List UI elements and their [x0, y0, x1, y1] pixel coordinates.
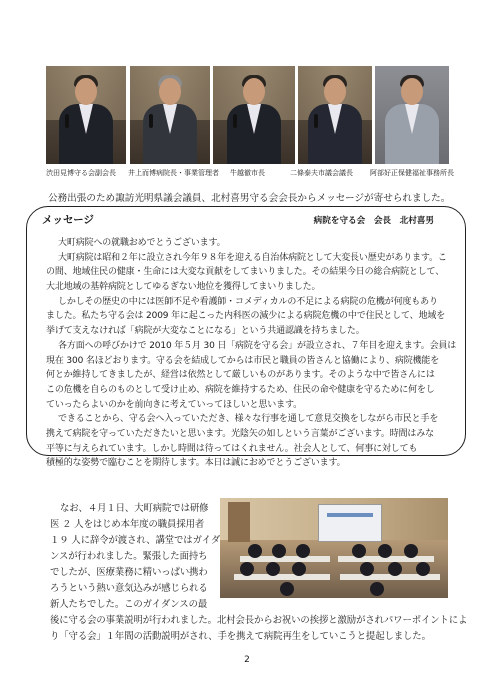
report-line: なお、４月１日、大町病院では研修: [60, 503, 209, 514]
message-line: この危機を自らのものとして受け止め、病院を維持するため、住民の命や健康を守るために何をし: [46, 385, 435, 395]
message-line: 挙げて支えなければ「病院が大変なことになる」という共通認識を持ちました。: [46, 326, 365, 336]
guidance-hall-photo: [220, 498, 448, 598]
report-line: り「守る会」１年間の活動説明がされ、手を携えて病院再生をしていこうと提起しました。: [50, 631, 431, 642]
photo-nijo: [298, 66, 372, 164]
message-line: 何とか維持してきましたが、経営は依然として厳しいものがあります。そのような中で皆さんには: [46, 370, 435, 380]
photo-caption: 渋田見博守る会副会長: [46, 169, 116, 177]
report-line: 新人たちでした。このガイダンスの最: [50, 599, 208, 610]
report-line: ンスが行われました。緊張した面持ち: [50, 551, 208, 562]
report-line: １９ 人に辞令が渡され、講堂ではガイダ: [50, 535, 221, 546]
photo-inoue: [130, 66, 210, 164]
message-line: の間、地域住民の健康・生命には大変な貢献をしてまいりました。その結果今日の総合病院として、: [46, 267, 445, 277]
message-line: ました。私たち守る会は 2009 年に起こった内科医の減少による病院危機の中で住民として、地域を: [46, 311, 446, 321]
message-title: メッセージ: [42, 214, 94, 226]
message-line: 平等に与えられています。しかし時間は待ってはくれません。社会人として、何事に対しても: [46, 444, 418, 454]
intro-text: 公務出張のため諏訪光明県議会議員、北村喜男守る会会長からメッセージが寄せられました。: [48, 193, 451, 204]
photo-caption: 阿部好正保健福祉事務所長: [370, 169, 454, 177]
report-line: でしたが、医療業務に精いっぱい携わ: [50, 567, 208, 578]
message-line: 現在 300 名ほどおります。守る会を結成してからは市民と職員の皆さんと協働により、病院機能を: [46, 356, 440, 366]
photo-caption: 井上而博病院長・事業管理者: [128, 169, 219, 177]
message-author: 病院を守る会 会長 北村喜男: [313, 216, 434, 226]
page-number: 2: [244, 655, 250, 665]
message-line: 携えて病院を守っていただきたいと思います。光陰矢の如しという言葉がございます。時間はみな: [46, 429, 434, 439]
report-line: ろうという熱い意気込みが感じられる: [50, 583, 208, 594]
message-line: ていったらよいのかを前向きに考えていってほしいと思います。: [46, 400, 302, 410]
photo-caption: 二條泰夫市議会議長: [290, 169, 353, 177]
photo-shibutami: [46, 66, 126, 164]
message-line: 大町病院は昭和２年に設立され今年９８年を迎える自治体病院として大変長い歴史があります。こ: [58, 253, 447, 263]
report-line: 医 ２ 人をはじめ本年度の職員採用者: [50, 519, 205, 530]
message-line: できることから、守る会へ入っていただき、様々な行事を通して意見交換をしながら市民と手を: [58, 414, 439, 424]
message-line: 各方面への呼びかけで 2010 年５月 30 日「病院を守る会」が設立され、７年目を迎えます。会員は: [58, 341, 457, 351]
report-line: 後に守る会の事業説明が行われました。北村会長からお祝いの挨拶と激励がされパワーポイントによ: [50, 615, 468, 626]
message-line: 大町病院への就職おめでとうございます。: [58, 238, 226, 248]
message-line: 大北地域の基幹病院としてゆるぎない地位を獲得してまいりました。: [46, 282, 321, 292]
message-line: 積極的な姿勢で臨むことを期待します。本日は誠におめでとうございます。: [46, 458, 346, 468]
message-line: しかしその歴史の中には医師不足や看護師・コメディカルの不足による病院の危機が何度もあり: [58, 297, 438, 307]
photo-caption: 牛越徹市長: [230, 169, 265, 177]
photo-abe: [375, 66, 449, 164]
photo-ushikoshi: [213, 66, 295, 164]
